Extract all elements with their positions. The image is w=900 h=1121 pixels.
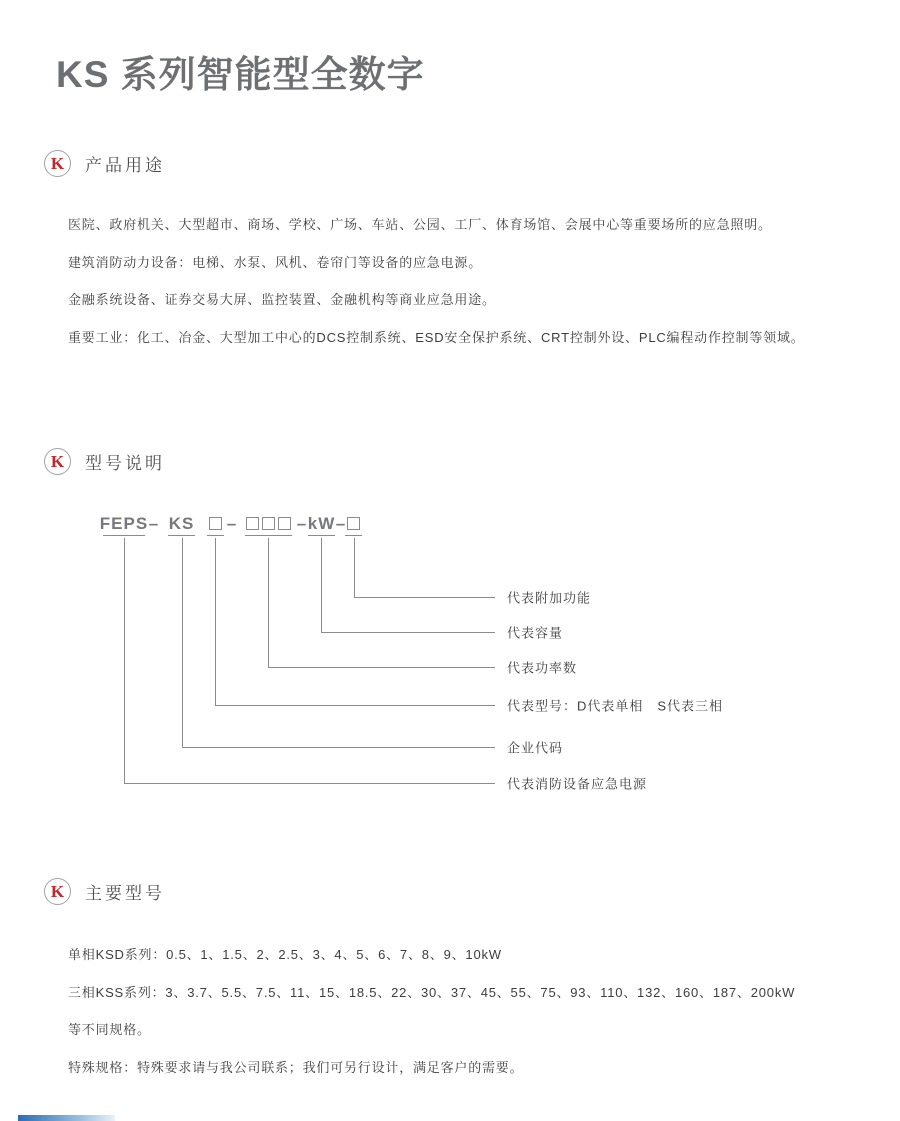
callout-line-vertical [124,538,125,784]
callout-line-horizontal [182,747,495,748]
callout-line-horizontal [268,667,495,668]
usage-paragraph: 重要工业：化工、冶金、大型加工中心的DCS控制系统、ESD安全保护系统、CRT控制外设、PLC编程动作控制等领域。 [68,329,805,345]
section-title-models: 主要型号 [85,884,165,903]
section-title-usage: 产品用途 [85,156,165,175]
callout-line-vertical [354,538,355,598]
section-header-models [44,878,165,905]
callout-label: 企业代码 [507,740,564,756]
callout-label: 代表消防设备应急电源 [507,776,648,792]
k-circle-icon: K [44,878,71,905]
footer-accent-bar [18,1115,115,1121]
placeholder-box-icon [347,517,360,530]
models-paragraphs [68,936,795,1086]
section-title-model: 型号说明 [85,454,165,473]
usage-paragraphs [68,206,805,356]
model-code-dash: – [335,513,347,533]
callout-line-vertical [268,538,269,668]
model-code-dash: – [296,513,308,533]
page-title: KS 系列智能型全数字 [56,54,425,95]
model-code-function-placeholder [345,512,362,536]
usage-paragraph: 医院、政府机关、大型超市、商场、学校、广场、车站、公园、工厂、体育场馆、会展中心等重要场所的应急照明。 [68,217,772,232]
models-paragraph: 三相KSS系列：3、3.7、5.5、7.5、11、15、18.5、22、30、37、45、55、75、93、110、132、160、187、200kW [68,984,796,1000]
placeholder-box-icon [246,517,259,530]
placeholder-box-icon [209,517,222,530]
callout-line-horizontal [124,783,495,784]
k-circle-icon: K [44,150,71,177]
usage-paragraph: 金融系统设备、证券交易大屏、监控装置、金融机构等商业应急用途。 [68,292,496,307]
placeholder-box-icon [278,517,291,530]
model-code-type-placeholder [207,512,224,536]
model-code-company: KS [168,512,195,536]
callout-label: 代表功率数 [507,660,578,676]
model-code-unit: kW [308,512,335,536]
model-code-dash: – [226,513,238,533]
callout-line-vertical [215,538,216,706]
callout-line-vertical [182,538,183,748]
placeholder-box-icon [262,517,275,530]
callout-line-horizontal [321,632,495,633]
section-header-model [44,448,165,475]
callout-label: 代表容量 [507,625,564,641]
callout-line-horizontal [215,705,495,706]
models-paragraph: 等不同规格。 [68,1022,151,1037]
model-code-power-placeholder [245,512,292,536]
callout-label: 代表附加功能 [507,590,592,606]
callout-line-horizontal [354,597,495,598]
model-code-dash: – [148,513,160,533]
models-paragraph: 特殊规格：特殊要求请与我公司联系；我们可另行设计，满足客户的需要。 [68,1059,524,1075]
usage-paragraph: 建筑消防动力设备：电梯、水泵、风机、卷帘门等设备的应急电源。 [68,254,483,270]
models-paragraph: 单相KSD系列：0.5、1、1.5、2、2.5、3、4、5、6、7、8、9、10kW [68,947,502,962]
section-header-usage [44,150,165,177]
callout-label: 代表型号：D代表单相 S代表三相 [507,698,724,714]
callout-line-vertical [321,538,322,633]
model-code-prefix: FEPS [103,512,145,536]
k-circle-icon: K [44,448,71,475]
